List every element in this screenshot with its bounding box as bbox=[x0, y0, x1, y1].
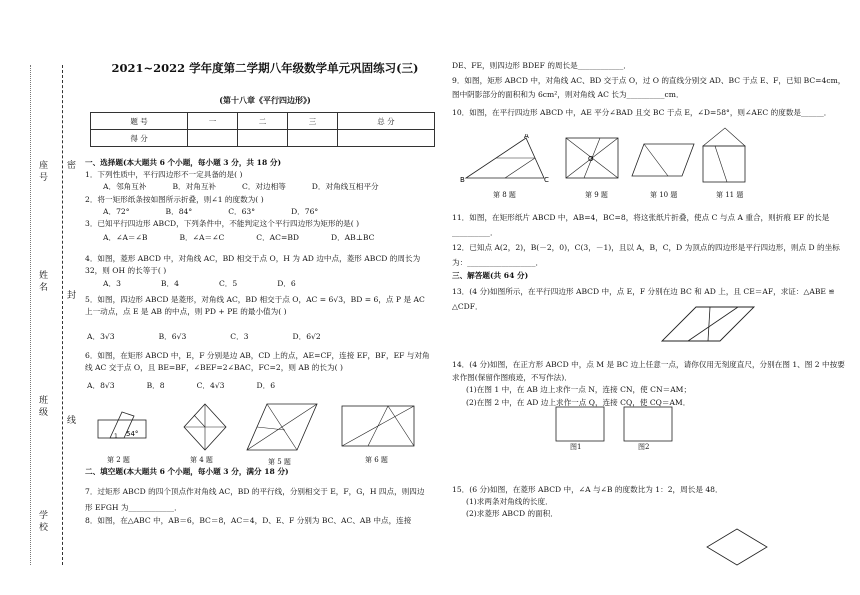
score-cell: 题 号 bbox=[91, 113, 188, 130]
caption-t1: 图1 bbox=[570, 443, 582, 451]
option: C．AC=BD bbox=[256, 233, 299, 242]
svg-text:A: A bbox=[524, 134, 529, 140]
option: D．6 bbox=[277, 279, 296, 288]
option: B．8 bbox=[146, 381, 165, 390]
svg-text:B: B bbox=[460, 176, 465, 184]
question-15-part2: (2)求菱形 ABCD 的面积． bbox=[466, 509, 558, 518]
option: B．4 bbox=[160, 279, 179, 288]
option: D．对角线互相平分 bbox=[311, 182, 379, 191]
svg-text:O: O bbox=[588, 155, 594, 163]
question-8: 8．如图，在△ABC 中，AB＝6，BC＝8，AC＝4，D、E、F 分别为 BC、AC、AB 中点，连接 bbox=[85, 516, 412, 525]
score-cell: 一 bbox=[188, 113, 238, 130]
page-title: 2021~2022 学年度第二学期八年级数学单元巩固练习(三) bbox=[111, 61, 419, 75]
caption-fig5: 第 5 题 bbox=[268, 458, 291, 466]
q2-options bbox=[103, 206, 344, 218]
figure-q5 bbox=[245, 400, 320, 455]
question-14-part2: (2)在图 2 中，在 AD 边上求作一点 Q，连接 CQ，使 CQ＝AM． bbox=[466, 398, 691, 407]
question-6: 6．如图，在矩形 ABCD 中，E，F 分别是边 AB，CD 上的点，AE=CF，连接 EF，BF，EF 与对角线 AC 交于点 O，且 BE=BF，∠BEF=2∠BAC，FC=2，则 AB 的长为( ) bbox=[85, 351, 430, 372]
q1-options bbox=[103, 181, 405, 193]
section1-heading: 一、选择题(本大题共 6 个小题，每小题 3 分，共 18 分) bbox=[85, 158, 282, 167]
option: C．4√3 bbox=[196, 381, 225, 390]
svg-text:1: 1 bbox=[114, 433, 118, 440]
question-14-part1: (1)在图 1 中，在 AB 边上求作一点 N，连接 CN，使 CN＝AM； bbox=[466, 385, 692, 394]
score-table bbox=[90, 112, 435, 147]
score-cell[interactable] bbox=[188, 130, 238, 147]
option: B．对角互补 bbox=[172, 182, 217, 191]
score-cell: 得 分 bbox=[91, 130, 188, 147]
option: A．邻角互补 bbox=[103, 182, 147, 191]
section3-heading: 三、解答题(共 64 分) bbox=[452, 271, 529, 280]
option: D．6 bbox=[256, 381, 276, 390]
figure-q9 bbox=[560, 134, 625, 184]
figure-q8 bbox=[460, 134, 550, 184]
question-2: 2．将一矩形纸条按如图所示折叠，则∠1 的度数为( ) bbox=[85, 195, 264, 204]
caption-fig11: 第 11 题 bbox=[716, 191, 744, 199]
option: B．∠A＝∠C bbox=[179, 233, 225, 242]
question-4: 4．如图，菱形 ABCD 中，对角线 AC，BD 相交于点 O，H 为 AD 边中点，菱形 ABCD 的周长为 32，则 OH 的长等于( ) bbox=[85, 254, 421, 275]
option: D．76° bbox=[291, 207, 319, 216]
q3-options bbox=[103, 232, 400, 244]
option: A．72° bbox=[103, 207, 130, 216]
question-15-part1: (1)求两条对角线的长度． bbox=[466, 497, 553, 506]
q5-options bbox=[87, 331, 347, 343]
dotted-line bbox=[30, 65, 31, 565]
svg-text:54°: 54° bbox=[126, 430, 139, 438]
figure-q10 bbox=[628, 140, 698, 180]
option: D．6√2 bbox=[292, 332, 321, 341]
class-label: 班 级 bbox=[37, 395, 47, 416]
question-11: 11．如图，在矩形纸片 ABCD 中，AB=4，BC=8，将这张纸片折叠，使点 C 与点 A 重合，则折痕 EF 的长是__________． bbox=[452, 213, 830, 237]
figure-q14 bbox=[552, 405, 682, 445]
question-15: 15．(6 分)如图，在菱形 ABCD 中，∠A 与∠B 的度数比为 1：2，周长是 48． bbox=[452, 485, 723, 494]
line-char: 线 bbox=[65, 415, 75, 424]
figure-q13 bbox=[658, 303, 758, 345]
option: C．对边相等 bbox=[242, 182, 286, 191]
question-3: 3．已知平行四边形 ABCD，下列条件中，不能判定这个平行四边形为矩形的是( ) bbox=[85, 219, 360, 228]
question-13: 13．(4 分)如图所示，在平行四边形 ABCD 中，点 E，F 分别在边 BC 和 AD 上，且 CE＝AF，求证：△ABE ≌ △CDF． bbox=[452, 287, 835, 311]
secret-char: 密 bbox=[65, 160, 75, 169]
caption-fig6: 第 6 题 bbox=[365, 456, 388, 464]
question-8-cont: DE、FE，则四边形 BDEF 的周长是____________． bbox=[452, 61, 631, 70]
svg-text:C: C bbox=[544, 176, 549, 184]
option: B．84° bbox=[165, 207, 193, 216]
caption-t2: 图2 bbox=[638, 443, 650, 451]
option: A．3 bbox=[103, 279, 121, 288]
question-1: 1．下列性质中，平行四边形不一定具备的是( ) bbox=[85, 170, 243, 179]
q4-options bbox=[103, 278, 322, 290]
seal-char: 封 bbox=[65, 290, 75, 299]
option: D．AB⊥BC bbox=[331, 233, 375, 242]
caption-fig8: 第 8 题 bbox=[493, 191, 516, 199]
figure-q2 bbox=[90, 408, 150, 453]
caption-fig2: 第 2 题 bbox=[107, 456, 130, 464]
chapter-subtitle: (第十八章《平行四边形》) bbox=[219, 95, 311, 105]
question-12: 12．已知点 A(2，2)，B(－2，0)，C(3，－1)，且以 A，B，C，D 为顶点的四边形是平行四边形，则点 D 的坐标为：__________________． bbox=[452, 243, 840, 267]
score-cell[interactable] bbox=[337, 130, 434, 147]
score-cell[interactable] bbox=[238, 130, 288, 147]
score-cell[interactable] bbox=[287, 130, 337, 147]
seal-line bbox=[62, 65, 63, 565]
school-label: 学 校 bbox=[37, 510, 47, 531]
option: A．3√3 bbox=[87, 332, 115, 341]
caption-fig9: 第 9 题 bbox=[585, 191, 608, 199]
question-5: 5．如图，四边形 ABCD 是菱形，对角线 AC，BD 相交于点 O，AC = 6√3，BD = 6，点 P 是 AC 上一动点，点 E 是 AB 的中点，则 PD + PE 的最小值为( ) bbox=[85, 295, 425, 316]
option: B．6√3 bbox=[158, 332, 187, 341]
name-label: 姓 名 bbox=[37, 270, 47, 291]
option: A．8√3 bbox=[87, 381, 115, 390]
figure-q15 bbox=[703, 525, 773, 570]
section2-heading: 二、填空题(本大题共 6 个小题，每小题 3 分，满分 18 分) bbox=[85, 467, 289, 476]
option: C．3 bbox=[230, 332, 249, 341]
caption-fig4: 第 4 题 bbox=[190, 456, 213, 464]
q6-options bbox=[87, 380, 301, 392]
question-14: 14．(4 分)如图，在正方形 ABCD 中，点 M 是 BC 边上任意一点，请你仅用无刻度直尺，分别在图 1、图 2 中按要求作图(保留作图痕迹，不写作法)． bbox=[452, 360, 845, 382]
question-10: 10．如图，在平行四边形 ABCD 中，AE 平分∠BAD 且交 BC 于点 E，∠D=58°，则∠AEC 的度数是______． bbox=[452, 108, 832, 117]
question-9: 9．如图，矩形 ABCD 中，对角线 AC、BD 交于点 O，过 O 的直线分别交 AD、BC 于点 E、F，已知 BC=4cm，图中阴影部分的面积和为 6cm²，则对角线 AC 长为__________cm． bbox=[452, 76, 846, 99]
option: C．63° bbox=[228, 207, 256, 216]
number-label: 座 号 bbox=[37, 160, 47, 181]
score-cell: 三 bbox=[287, 113, 337, 130]
figure-q11 bbox=[697, 124, 752, 186]
caption-fig10: 第 10 题 bbox=[650, 191, 678, 199]
figure-q6 bbox=[338, 402, 418, 450]
option: C．5 bbox=[218, 279, 238, 288]
score-cell: 总 分 bbox=[337, 113, 434, 130]
score-cell: 二 bbox=[238, 113, 288, 130]
option: A．∠A＝∠B bbox=[103, 233, 148, 242]
figure-q4 bbox=[180, 400, 230, 455]
question-7: 7．过矩形 ABCD 的四个顶点作对角线 AC，BD 的平行线，分别相交于 E，F，G，H 四点，则四边形 EFGH 为____________． bbox=[85, 487, 425, 512]
binding-margin bbox=[0, 0, 75, 595]
